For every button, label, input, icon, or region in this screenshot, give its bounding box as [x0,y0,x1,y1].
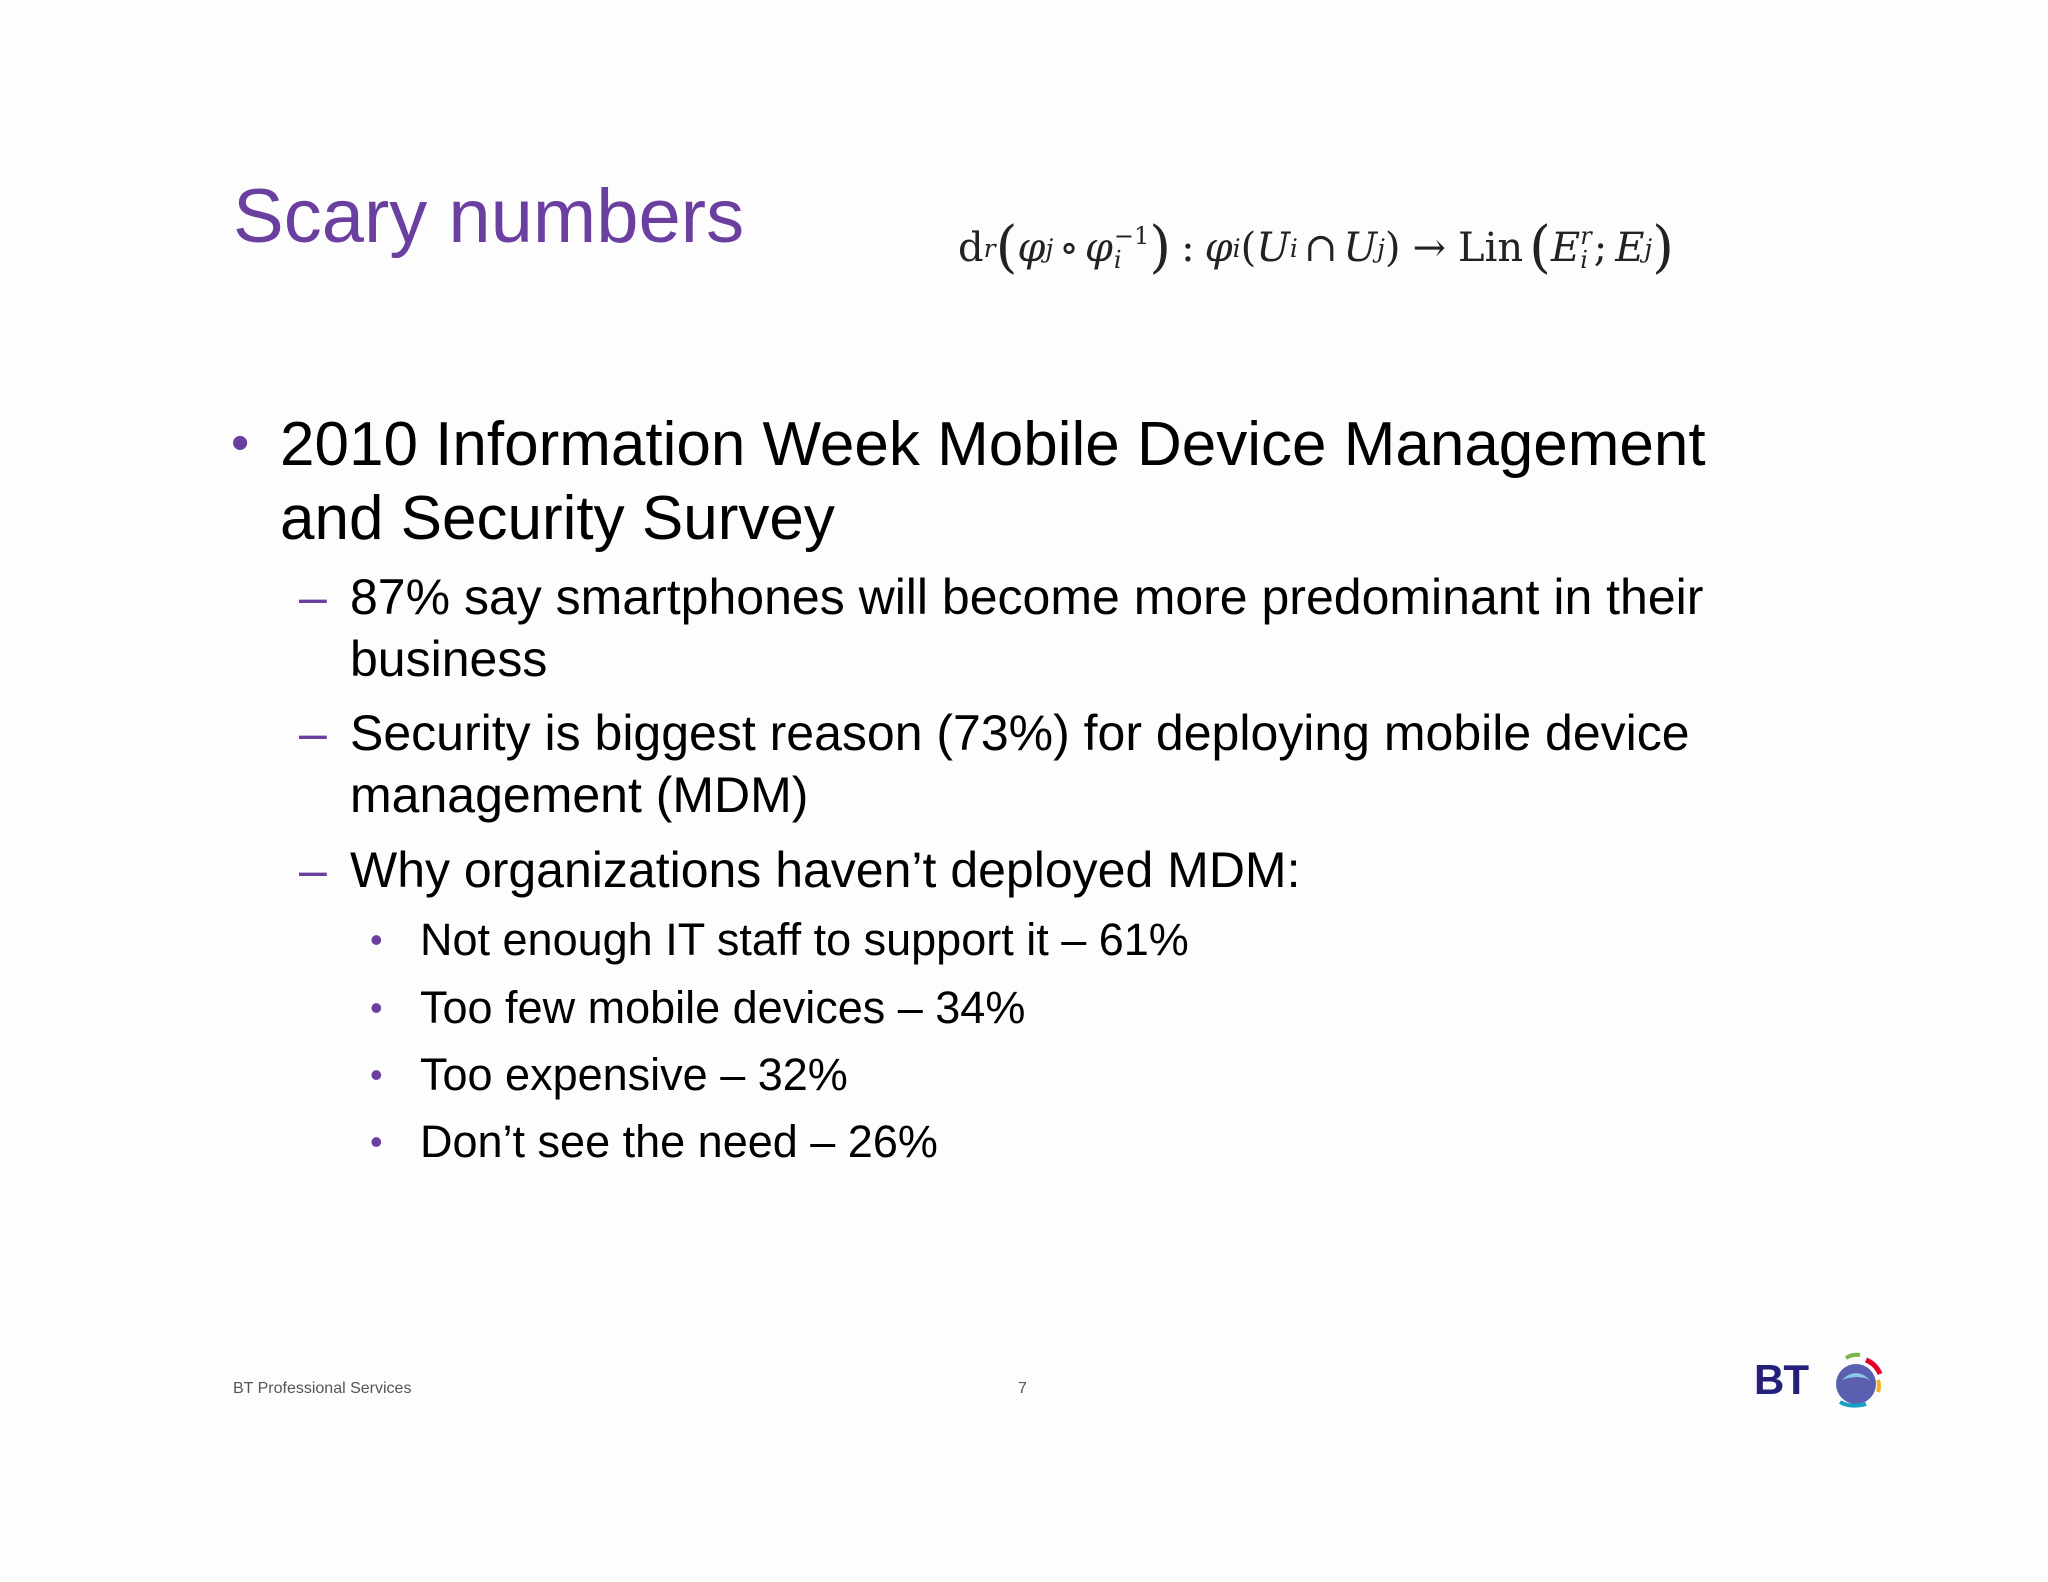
bullet-main [231,408,1791,556]
formula-U-i: U [1256,225,1290,271]
slide-title: Scary numbers [233,174,745,259]
reason-text: Not enough IT staff to support it – 61% [420,914,1189,965]
sub-bullet-security [299,702,1779,826]
formula-phi-j: φ [1017,225,1046,271]
formula-sub-i: i [1113,246,1122,274]
formula-rparen: ) [1149,215,1172,280]
footer-company: BT Professional Services [233,1380,412,1397]
formula-U-j: U [1343,225,1378,271]
sub-bullet-text: Security is biggest reason (73%) for deploying mobile device management (MDM) [350,705,1690,823]
formula-sub-j-3: j [1644,233,1653,263]
formula-r: r [983,233,996,263]
sub-bullet-smartphones [299,566,1779,690]
formula-d: d [958,225,984,271]
bullet-dot: • [370,1121,383,1162]
piper-globe [1836,1364,1876,1404]
reason-text: Don’t see the need – 26% [420,1116,938,1167]
reason-item [370,1114,1670,1170]
formula-lparen-3: ( [1529,215,1552,280]
formula-sub-j: j [1045,233,1054,263]
formula-E-i: E [1551,225,1581,271]
sub-bullet-why [299,839,1779,901]
bullet-dot: • [370,987,383,1028]
formula-sub-i-2: i [1232,233,1241,263]
dash-marker: – [299,569,327,625]
piper-yellow [1878,1380,1879,1392]
sub-bullet-text: Why organizations haven’t deployed MDM: [350,842,1301,898]
dash-marker: – [299,705,327,761]
formula-rparen-2: ) [1384,225,1401,271]
formula-inv-stack [1114,224,1149,272]
formula-lin: Lin [1458,225,1524,271]
reason-item [370,912,1670,968]
formula-rparen-3: ) [1652,215,1675,280]
sub-bullet-text: 87% say smartphones will become more predominant in their business [350,569,1704,687]
formula-E-stack [1580,224,1591,272]
formula-phi-i: φ [1084,225,1113,271]
dash-marker: – [299,842,327,898]
reason-text: Too expensive – 32% [420,1049,848,1100]
reason-item [370,1047,1670,1103]
formula-sub-i-3: i [1289,233,1298,263]
formula-E-j: E [1615,225,1645,271]
bullet-main-text: 2010 Information Week Mobile Device Management and Security Survey [280,410,1706,553]
bt-piper-icon [1754,1346,1886,1414]
formula-arrow: → [1412,225,1447,271]
formula-inv: −1 [1113,222,1150,250]
bt-logo [1754,1346,1886,1414]
formula-phi-i-2: φ [1204,225,1233,271]
bullet-dot: • [370,1054,383,1095]
bullet-dot: • [370,919,383,960]
formula-compose: ∘ [1059,225,1079,271]
reason-text: Too few mobile devices – 34% [420,982,1026,1033]
reason-item [370,980,1670,1036]
formula-sub-i-4: i [1580,246,1588,274]
formula-cap: ∩ [1303,225,1338,271]
formula-lparen: ( [995,215,1018,280]
formula-colon: : [1181,225,1195,271]
formula-E-r: r [1580,222,1592,250]
formula-semicolon: ; [1593,225,1608,271]
piper-green [1846,1355,1860,1358]
formula-lparen-2: ( [1240,225,1257,271]
page-number: 7 [1018,1380,1027,1397]
formula [958,210,1674,286]
bullet-dot: • [231,414,250,472]
formula-sub-j-2: j [1377,233,1385,263]
bt-logo-text: BT [1754,1356,1808,1403]
